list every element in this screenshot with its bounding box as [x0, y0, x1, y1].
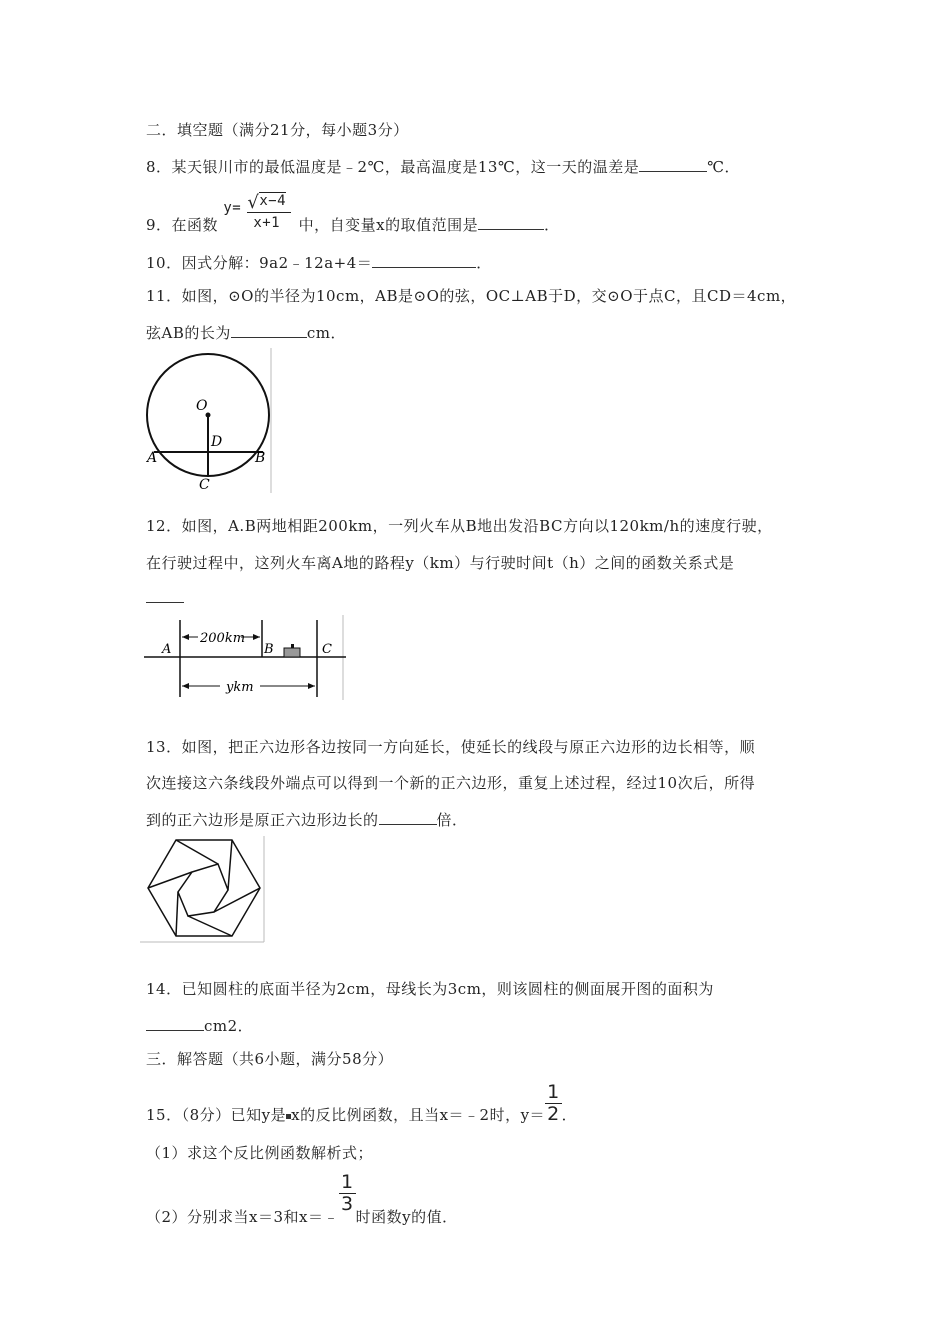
label-b: B	[255, 450, 266, 466]
q15-2-fraction-denominator: 3	[341, 1192, 354, 1215]
q10-end: ．	[476, 254, 492, 272]
q15-2-prefix: （2）分别求当x＝3和x＝﹣	[146, 1208, 340, 1226]
q15-prefix: 15．（8分）已知y是	[146, 1106, 287, 1124]
figure-11-circle-diagram	[140, 348, 275, 496]
q13-suffix: 倍．	[436, 811, 468, 829]
question-11-line-2	[146, 322, 346, 343]
q8-answer-blank[interactable]	[639, 157, 707, 172]
q9-suffix: 中，自变量x的取值范围是	[298, 216, 479, 234]
question-12-line-1: 12．如图，A.B两地相距200km，一列火车从B地出发沿BC方向以120km/h的速度行驶，	[146, 517, 773, 535]
question-14-line-2	[146, 1015, 253, 1036]
q8-text: 8．某天银川市的最低温度是﹣2℃，最高温度是13℃，这一天的温差是	[146, 158, 640, 176]
q8-unit: ℃．	[707, 158, 741, 176]
label-a: A	[147, 450, 158, 466]
q14-answer-blank[interactable]	[146, 1016, 204, 1031]
q9-sqrt-argument: x−4	[259, 193, 287, 209]
q15-fraction	[545, 1082, 562, 1125]
q9-prefix: 9．在函数	[146, 216, 219, 234]
question-13-line-1: 13．如图，把正六边形各边按同一方向延长，使延长的线段与原正六边形的边长相等，顺	[146, 738, 756, 756]
q15-mid: x的反比例函数，且当x＝﹣2时，y＝	[291, 1106, 546, 1124]
q9-sqrt-icon: √	[247, 192, 260, 213]
q15-2-fraction-numerator: 1	[341, 1171, 354, 1193]
outer-hexagon	[148, 840, 260, 936]
figure-13-hexagon-diagram	[140, 836, 268, 944]
question-14-line-1: 14．已知圆柱的底面半径为2cm，母线长为3cm，则该圆柱的侧面展开图的面积为	[146, 980, 714, 998]
label-o: O	[196, 398, 208, 414]
q15-end: ．	[561, 1106, 578, 1124]
section-3-heading: 三．解答题（共6小题，满分58分）	[146, 1050, 394, 1068]
figure-12-railway-diagram	[140, 615, 350, 703]
q11-answer-blank[interactable]	[231, 323, 307, 338]
label-200km: 200km	[200, 631, 246, 646]
q11-prefix: 弦AB的长为	[146, 324, 231, 342]
q15-fraction-denominator: 2	[547, 1102, 560, 1125]
label-a: A	[162, 642, 172, 657]
q13-answer-blank[interactable]	[379, 810, 437, 825]
question-10	[146, 252, 492, 273]
q9-y-equals: y=	[223, 200, 242, 216]
train-icon	[284, 648, 300, 657]
question-13-line-2: 次连接这六条线段外端点可以得到一个新的正六边形，重复上述过程，经过10次后，所得	[146, 774, 756, 792]
question-15-part-1: （1）求这个反比例函数解析式；	[146, 1144, 374, 1162]
q10-answer-blank[interactable]	[372, 253, 476, 268]
question-13-line-3	[146, 809, 468, 830]
q15-fraction-numerator: 1	[547, 1081, 560, 1103]
label-b: B	[264, 642, 274, 657]
label-c: C	[322, 642, 332, 657]
q9-function-formula	[223, 192, 293, 236]
label-d: D	[211, 434, 223, 450]
label-c: C	[199, 477, 210, 493]
question-15	[146, 1082, 577, 1125]
q14-suffix: cm2．	[204, 1017, 254, 1035]
q9-answer-blank[interactable]	[478, 215, 544, 230]
question-15-part-2	[146, 1171, 458, 1226]
question-11-line-1: 11．如图，⊙O的半径为10cm，AB是⊙O的弦，OC⊥AB于D，交⊙O于点C，且CD＝4cm，	[146, 287, 797, 305]
q10-text: 10．因式分解：9a2﹣12a+4＝	[146, 254, 373, 272]
section-2-heading: 二．填空题（满分21分，每小题3分）	[146, 121, 409, 139]
q13-prefix: 到的正六边形是原正六边形边长的	[146, 811, 379, 829]
q12-answer-blank[interactable]	[146, 602, 184, 603]
q9-denominator: x+1	[253, 215, 281, 231]
q15-2-fraction	[339, 1172, 356, 1215]
question-8	[146, 156, 740, 177]
question-12-line-2: 在行驶过程中，这列火车离A地的路程y（km）与行驶时间t（h）之间的函数关系式是	[146, 554, 735, 572]
q15-2-suffix: 时函数y的值．	[355, 1208, 458, 1226]
question-9	[146, 192, 560, 236]
q11-suffix: cm．	[306, 324, 346, 342]
label-ykm: ykm	[226, 680, 254, 695]
q9-fraction-bar	[247, 212, 291, 213]
q9-end: ．	[544, 216, 560, 234]
